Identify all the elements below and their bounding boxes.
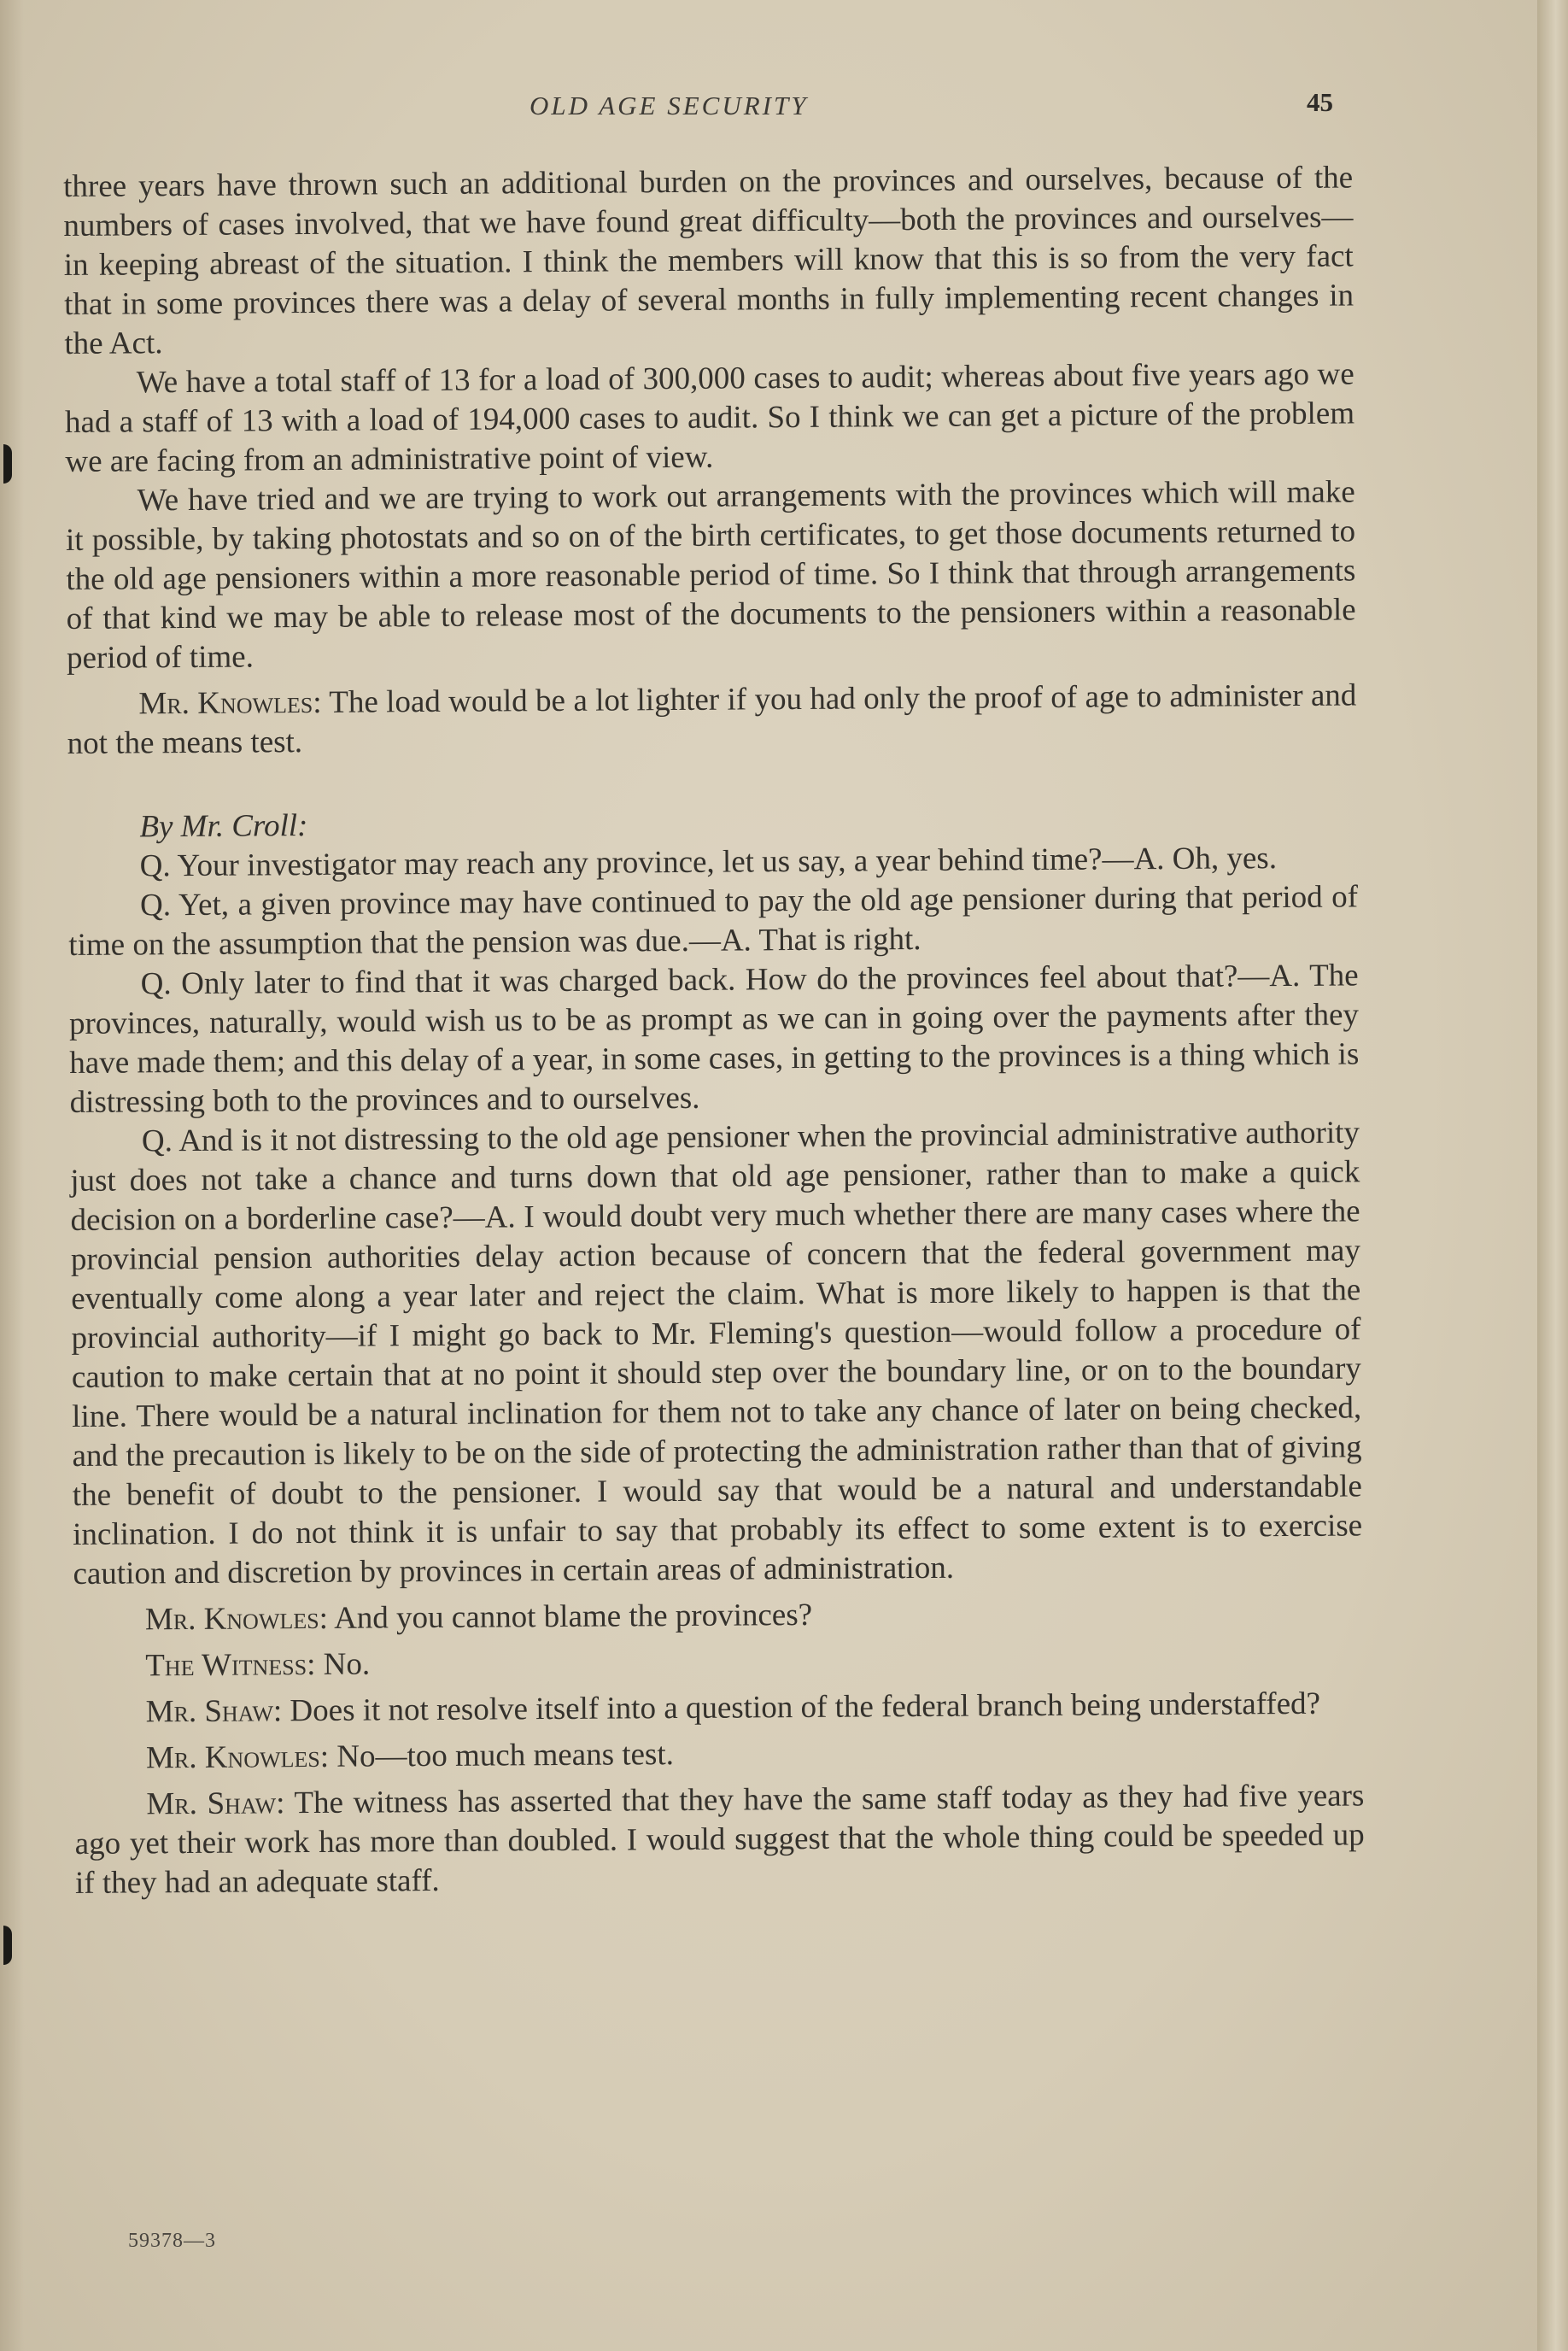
speaker-paragraph <box>73 1638 1363 1686</box>
binding-mark <box>3 1926 12 1965</box>
speaker-name: Mr. Shaw: <box>145 1693 283 1730</box>
speech-text: No. <box>315 1646 371 1682</box>
page-gutter-shadow <box>0 0 24 2351</box>
page-number: 45 <box>1307 87 1333 117</box>
paragraph: We have a total staff of 13 for a load of 300,000 cases to audit; whereas about five years ago we had a staff of 13 with a load of 194,000 cases to audit. So I think we can get a picture of the problem we are facing from an administrative point of view. <box>64 356 1355 479</box>
speaker-name: Mr. Knowles: <box>138 684 322 722</box>
speaker-paragraph <box>73 1592 1363 1640</box>
paragraph: three years have thrown such an additional burden on the provinces and ourselves, because of the numbers of cases involved, that we have found great difficulty—both the provinces and ourselves—in keeping abreast of the situation. I think the members will know that this is so from the very fact that in some provinces there was a delay of several months in fully implementing recent changes in the Act. <box>63 160 1354 361</box>
speaker-name: The Witness: <box>145 1646 316 1684</box>
binding-mark <box>3 444 12 484</box>
speech-text: No—too much means test. <box>328 1737 675 1774</box>
question-answer: Q. And is it not distressing to the old age pensioner when the provincial administrative authority just does not take a chance and turns down that old age pensioner, rather than to make a quick decision on a borderline case?—A. I would doubt very much whether there are many cases where the provincial pension authorities delay action because of concern that the federal government may eventually come along a year later and reject the claim. What is more likely to happen is that the provincial authority—if I might go back to Mr. Fleming's question—would follow a procedure of caution to make certain that at no point it should step over the boundary line, or on to the boundary line. There would be a natural inclination for them not to take any chance of later on being checked, and the precaution is likely to be on the side of protecting the administration rather than that of giving the benefit of doubt to the pensioner. I would say that would be a natural and understandable inclination. I do not think it is unfair to say that probably its effect to some extent is to exercise caution and discretion by provinces in certain areas of administration. <box>70 1115 1363 1592</box>
page-header <box>0 87 1537 133</box>
page-edge <box>1537 0 1568 2351</box>
printer-code: 59378—3 <box>128 2230 216 2252</box>
question-answer: Q. Your investigator may reach any province, let us say, a year behind time?—A. Oh, yes. <box>139 841 1278 884</box>
speech-text: The load would be a lot lighter if you had only the proof of age to administer and not the means test. <box>67 677 1357 761</box>
page-body <box>63 158 1365 1902</box>
speaker-paragraph <box>74 1730 1364 1779</box>
speaker-paragraph <box>74 1776 1365 1903</box>
question-answer: Q. Only later to find that it was charged back. How do the provinces feel about that?—A. The provinces, naturally, would wish us to be as prompt as we can in going over the payments after they have made them; and this delay of a year, in some cases, in getting to the provinces is a thing which is distressing both to the provinces and to ourselves. <box>68 958 1360 1120</box>
running-title: OLD AGE SECURITY <box>529 91 809 120</box>
speaker-name: Mr. Knowles: <box>145 1738 330 1776</box>
speaker-name: Mr. Knowles: <box>144 1600 329 1638</box>
question-answer: Q. Yet, a given province may have continued to pay the old age pensioner during that period of time on the assumption that the pension was due.—A. That is right. <box>68 879 1359 963</box>
speaker-name: Mr. Shaw: <box>146 1785 285 1822</box>
speech-text: The witness has asserted that they have the same staff today as they had five years ago yet their work has more than doubled. I would suggest that the whole thing could be speeded up if they had an adequate staff. <box>74 1778 1365 1901</box>
paragraph: We have tried and we are trying to work out arrangements with the provinces which will make it possible, by taking photostats and so on of the birth certificates, to get those documents returned to the old age pensioners within a more reasonable period of time. So I think that through arrangements of that kind we may be able to release most of the documents to the pensioners within a reasonable period of time. <box>65 474 1356 676</box>
examiner-heading: By Mr. Croll: <box>139 808 308 845</box>
speaker-paragraph <box>67 676 1357 764</box>
speaker-paragraph <box>73 1684 1363 1732</box>
speech-text: Does it not resolve itself into a question of the federal branch being understaffed? <box>282 1686 1321 1729</box>
speech-text: And you cannot blame the provinces? <box>327 1597 813 1636</box>
